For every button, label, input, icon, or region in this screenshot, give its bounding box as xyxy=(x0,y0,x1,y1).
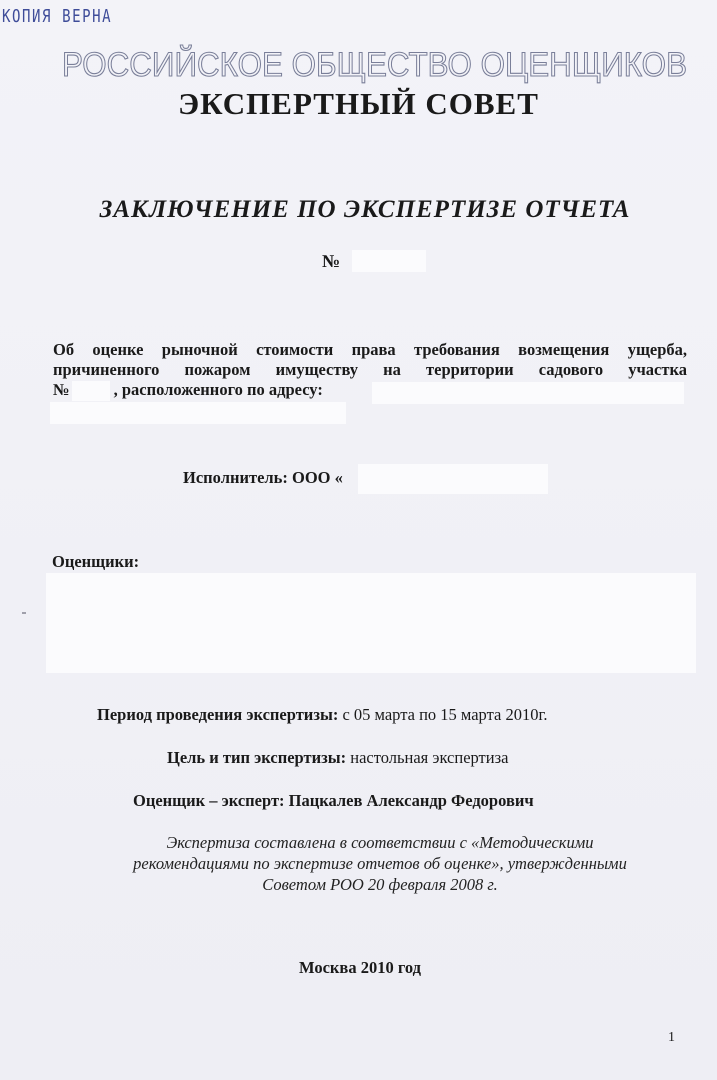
expertise-period-label: Период проведения экспертизы: xyxy=(97,705,339,724)
redacted-address-1 xyxy=(372,382,684,404)
document-number-label: № xyxy=(322,251,341,271)
expertise-goal-label: Цель и тип экспертизы: xyxy=(167,748,347,767)
organization-name: РОССИЙСКОЕ ОБЩЕСТВО ОЦЕНЩИКОВ xyxy=(62,46,687,84)
expertise-goal xyxy=(167,748,508,768)
methodology-note-line-2: рекомендациями по экспертизе отчетов об оценке», утвержденными xyxy=(133,854,627,873)
expertise-goal-value: настольная экспертиза xyxy=(346,748,509,767)
organization-logo xyxy=(0,42,717,86)
redacted-appraisers-list xyxy=(46,573,696,673)
executor-label: Исполнитель: ООО « xyxy=(183,468,343,487)
redacted-number xyxy=(352,250,426,272)
subject-line-2: причиненного пожаром имуществу на территории садового участка xyxy=(53,360,687,379)
expertise-period xyxy=(97,705,547,725)
scan-speck xyxy=(22,612,26,614)
plot-number-label: № xyxy=(53,380,70,399)
subject-line-3-text: , расположенного по адресу: xyxy=(113,380,323,399)
redacted-plot-number xyxy=(72,381,110,401)
redacted-address-2 xyxy=(50,402,346,424)
document-title: ЗАКЛЮЧЕНИЕ ПО ЭКСПЕРТИЗЕ ОТЧЕТА xyxy=(99,196,631,223)
subject-line-1: Об оценке рыночной стоимости права требования возмещения ущерба, xyxy=(53,340,687,359)
city-and-year: Москва 2010 год xyxy=(298,958,422,977)
methodology-note-line-1: Экспертиза составлена в соответствии с «Методическими xyxy=(166,833,594,852)
copy-verified-stamp: КОПИЯ ВЕРНА xyxy=(2,6,113,27)
council-heading: ЭКСПЕРТНЫЙ СОВЕТ xyxy=(178,86,539,121)
expertise-period-value: с 05 марта по 15 марта 2010г. xyxy=(338,705,548,724)
redacted-executor-name xyxy=(358,464,548,494)
methodology-note-line-3: Советом РОО 20 февраля 2008 г. xyxy=(262,875,498,894)
methodology-note xyxy=(60,832,700,895)
expert-appraiser: Оценщик – эксперт: Пацкалев Александр Федорович xyxy=(133,791,534,810)
page-number: 1 xyxy=(668,1030,675,1045)
appraisers-label: Оценщики: xyxy=(52,552,140,571)
